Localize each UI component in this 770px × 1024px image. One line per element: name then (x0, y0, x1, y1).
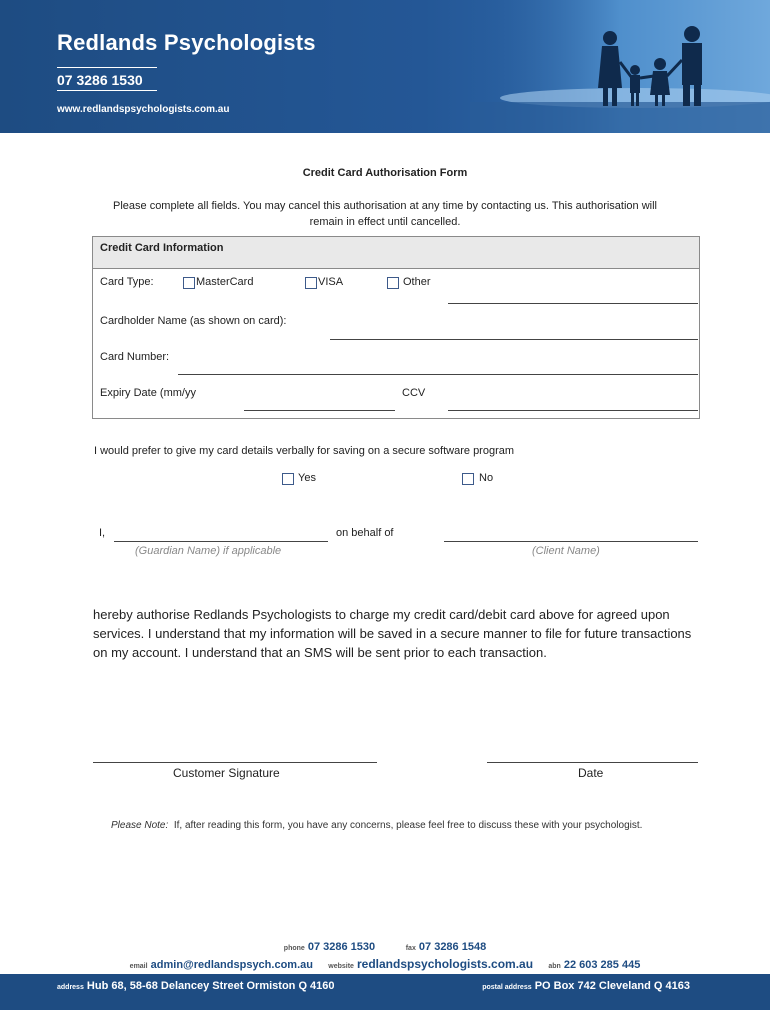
expiry-date-field[interactable] (244, 410, 395, 411)
cardholder-name-label: Cardholder Name (as shown on card): (100, 315, 287, 327)
guardian-name-field[interactable] (114, 541, 328, 542)
header-website: www.redlandspsychologists.com.au (57, 104, 230, 115)
footer-website-label: website (328, 963, 354, 970)
header-phone: 07 3286 1530 (57, 72, 143, 88)
phone-rule-bottom (57, 90, 157, 91)
ccv-label: CCV (402, 387, 426, 399)
guardian-name-hint: (Guardian Name) if applicable (135, 545, 282, 557)
footer-phone: 07 3286 1530 (307, 941, 376, 953)
note-text: If, after reading this form, you have any concerns, please feel free to discuss these with your psychologist. (173, 820, 643, 831)
footer-postal (482, 980, 690, 992)
form-title: Credit Card Authorisation Form (302, 167, 468, 179)
phone-rule-top (57, 67, 157, 68)
footer-address-label: address (57, 984, 84, 991)
card-number-field[interactable] (178, 374, 698, 375)
footer-address-value: Hub 68, 58-68 Delancey Street Ormiston Q 4160 (86, 980, 335, 992)
card-type-label: Card Type: (100, 276, 154, 288)
i-label: I, (99, 527, 106, 539)
footer-abn: 22 603 285 445 (563, 959, 641, 971)
no-label: No (479, 472, 494, 484)
footer-postal-label: postal address (482, 984, 532, 991)
other-field-line[interactable] (448, 303, 698, 304)
ccv-field[interactable] (448, 410, 698, 411)
brand-name: Redlands Psychologists (57, 30, 316, 55)
visa-checkbox[interactable] (305, 277, 317, 289)
card-number-label: Card Number: (100, 351, 170, 363)
footer-contact-line1 (0, 941, 770, 953)
section-title: Credit Card Information (93, 237, 699, 269)
note-label: Please Note: (111, 820, 169, 831)
footer-contact-line2 (0, 957, 770, 971)
date-label: Date (578, 766, 604, 780)
date-field[interactable] (487, 762, 698, 763)
visa-label: VISA (318, 276, 344, 288)
signature-field[interactable] (93, 762, 377, 763)
footer-address (57, 980, 335, 992)
family-silhouette-image (470, 0, 770, 133)
client-name-hint: (Client Name) (532, 545, 600, 557)
mastercard-checkbox[interactable] (183, 277, 195, 289)
yes-checkbox[interactable] (282, 473, 294, 485)
yes-label: Yes (298, 472, 316, 484)
footer-email-label: email (129, 963, 148, 970)
other-label: Other (403, 276, 431, 288)
footer-website[interactable]: redlandspsychologists.com.au (357, 957, 534, 971)
mastercard-label: MasterCard (196, 276, 254, 288)
signature-label: Customer Signature (173, 766, 280, 780)
form-intro: Please complete all fields. You may cancel this authorisation at any time by contacting us. This authorisation will remain in effect until cancelled. (113, 200, 657, 228)
please-note (111, 818, 691, 833)
on-behalf-label: on behalf of (336, 527, 394, 539)
footer-fax: 07 3286 1548 (418, 941, 487, 953)
footer-phone-label: phone (283, 945, 305, 952)
expiry-date-label: Expiry Date (mm/yy (100, 387, 196, 399)
footer-fax-label: fax (405, 945, 416, 952)
client-name-field[interactable] (444, 541, 698, 542)
verbal-preference-question: I would prefer to give my card details verbally for saving on a secure software program (94, 445, 515, 457)
no-checkbox[interactable] (462, 473, 474, 485)
other-checkbox[interactable] (387, 277, 399, 289)
footer-address-bar (0, 974, 770, 1010)
authorisation-statement: hereby authorise Redlands Psychologists to charge my credit card/debit card above for agreed upon services. I understand that my information will be saved in a secure manner to file for future transactions on my account. I understand that an SMS will be sent prior to each transaction. (93, 607, 692, 660)
header-banner (0, 0, 770, 133)
cardholder-name-field[interactable] (330, 339, 698, 340)
footer-abn-label: abn (548, 963, 561, 970)
footer-email[interactable]: admin@redlandspsych.com.au (150, 959, 313, 971)
footer-postal-value: PO Box 742 Cleveland Q 4163 (534, 980, 690, 992)
